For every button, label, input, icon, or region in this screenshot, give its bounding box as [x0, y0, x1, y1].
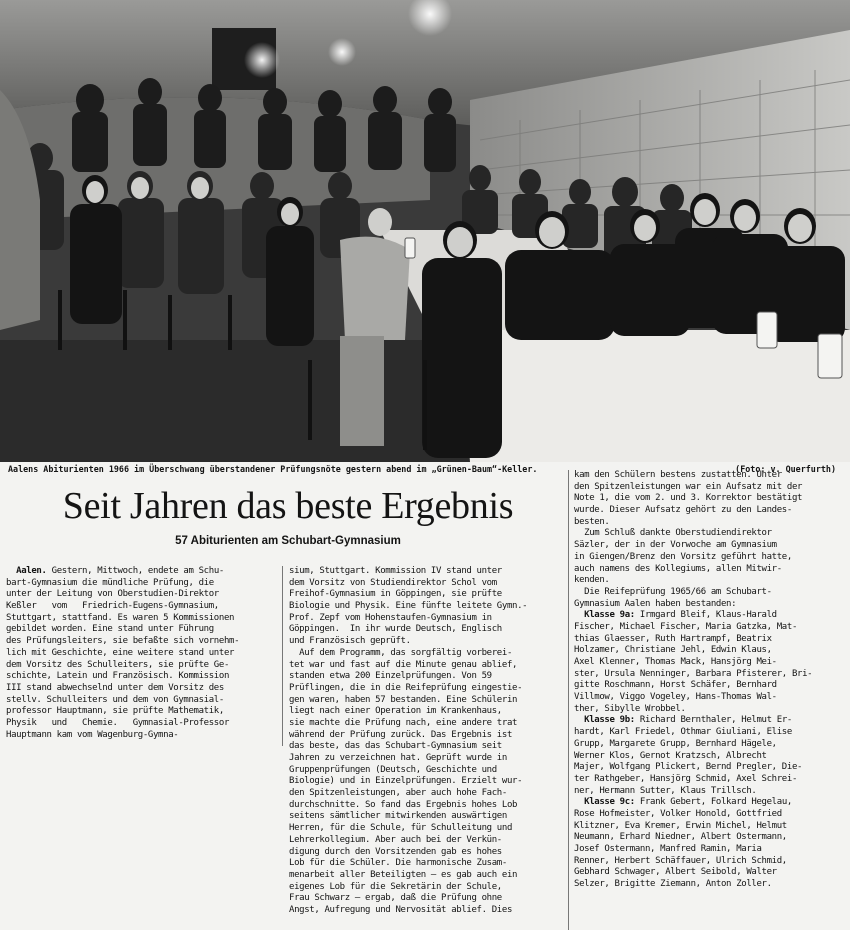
text-line: Note 1, die vom 2. und 3. Korrektor bestätigt	[574, 493, 803, 504]
text-line: dem Vorsitz des Schulleiters, sie prüfte Ge-	[6, 659, 230, 670]
text-line: Klitzner, Eva Kremer, Erwin Michel, Helmut	[574, 820, 787, 831]
text-line: sie machte die Prüfung nach, eine andere trat	[289, 717, 518, 728]
text-line: den Spitzenleistungen, aber auch hohe Fach-	[289, 788, 507, 799]
text-line: Auf dem Programm, das sorgfältig vorberei-	[289, 647, 513, 658]
group-photo-image	[0, 0, 850, 462]
text-line: ner, Hermann Sutter, Klaus Trillsch.	[574, 785, 757, 796]
text-line: Selzer, Brigitte Ziemann, Anton Zoller.	[574, 879, 772, 890]
text-line: Biologie) und in Einzelprüfungen. Erzielt wur-	[289, 776, 523, 787]
text-line: Majer, Wolfgang Plickert, Bernd Pregler, Die-	[574, 762, 803, 773]
text-line: während der Prüfung zurück. Das Ergebnis ist	[289, 729, 513, 740]
text-line: durchschnitte. So fand das Ergebnis hohes Lob	[289, 799, 518, 810]
text-line: menarbeit aller Beteiligten — es gab auch ein	[289, 869, 518, 880]
text-line: wurde. Dieser Aufsatz gehört zu den Landes-	[574, 505, 792, 516]
photo-caption: Aalens Abiturienten 1966 im Überschwang überstandener Prüfungsnöte gestern abend im „Grünen-Baum“-Keller.	[8, 464, 538, 474]
text-line: Biologie und Physik. Eine fünfte leitete Gymn.-	[289, 601, 528, 612]
text-line: digung durch den Vorsitzenden gab es hohes	[289, 846, 502, 857]
column-rule-2	[568, 470, 569, 930]
text-line: Zum Schluß dankte Oberstudiendirektor	[574, 528, 772, 539]
text-line: bart-Gymnasium die mündliche Prüfung, die	[6, 577, 214, 588]
text-line: Physik und Chemie. Gymnasial-Professor	[6, 717, 230, 728]
text-line: schichte, Latein und Französisch. Kommission	[6, 671, 230, 682]
text-line: Grupp, Margarete Grupp, Bernhard Hägele,	[574, 738, 777, 749]
article-subhead: 57 Abiturienten am Schubart-Gymnasium	[175, 535, 401, 547]
text-line: III stand abwechselnd unter dem Vorsitz des	[6, 682, 224, 693]
text-line: Aalen. Gestern, Mittwoch, endete am Schu-	[16, 566, 224, 576]
photo-credit: (Foto: v. Querfurth)	[735, 464, 836, 474]
text-line: Neumann, Erhard Niedner, Albert Ostermann,	[574, 832, 787, 843]
text-line: standen etwa 200 Einzelprüfungen. Von 59	[289, 671, 492, 682]
text-line: kam den Schülern bestens zustatten. Unter	[574, 470, 782, 480]
text-line: ther, Sibylle Wrobbel.	[574, 703, 686, 714]
article-column-2	[289, 566, 561, 917]
text-line: besten.	[574, 516, 610, 527]
text-line: Angst, Aufregung und Nervosität ablief. Dies	[289, 904, 513, 915]
text-line: Gruppenprüfungen (Deutsch, Geschichte und	[289, 764, 497, 775]
text-line: Klasse 9c: Frank Gebert, Folkard Hegelau,	[584, 797, 792, 808]
text-line: Werner Klos, Gernot Kratzsch, Albrecht	[574, 750, 767, 761]
text-line: Prüflingen, die in die Reifeprüfung eingestie-	[289, 682, 523, 693]
article-column-3	[574, 470, 846, 891]
text-line: Lob für die Schüler. Die harmonische Zusam-	[289, 858, 507, 869]
text-line: Gebhard Schwager, Albert Seibold, Walter	[574, 867, 777, 878]
text-line: thias Glaesser, Ruth Hartrampf, Beatrix	[574, 633, 772, 644]
text-line: Keßler vom Friedrich-Eugens-Gymnasium,	[6, 601, 219, 612]
text-line: seitens sämtlicher mitwirkenden auswärtigen	[289, 811, 507, 822]
text-line: sium, Stuttgart. Kommission IV stand unter	[289, 566, 502, 576]
text-line: Fischer, Michael Fischer, Maria Gatzka, Mat-	[574, 621, 798, 632]
column-rule-1	[282, 566, 283, 746]
text-line: Frau Schwarz — ergab, daß die Prüfung ohne	[289, 893, 502, 904]
text-line: Jahren zu verzeichnen hat. Geprüft wurde in	[289, 753, 507, 763]
text-line: unter der Leitung von Oberstudien-Direktor	[6, 589, 219, 600]
text-line: kenden.	[574, 575, 610, 586]
text-line: gitte Roschmann, Horst Schäfer, Bernhard	[574, 680, 777, 691]
text-line: Säzler, der in der Vorwoche am Gymnasium	[574, 540, 777, 551]
text-line: gebildet worden. Eine stand unter Führung	[6, 624, 214, 635]
article-headline: Seit Jahren das beste Ergebnis	[62, 485, 514, 527]
text-line: stellv. Schulleiters und dem von Gymnasial-	[6, 694, 224, 705]
text-line: auch namens des Kollegiums, allen Mitwir-	[574, 563, 782, 574]
article-photo	[0, 0, 850, 462]
text-line: ter Rathgeber, Hansjörg Schmid, Axel Schrei-	[574, 773, 798, 784]
text-line: Villmow, Viggo Vogeley, Hans-Thomas Wal-	[574, 692, 777, 703]
text-line: lich mit Geschichte, eine weitere stand unter	[6, 647, 235, 658]
article-column-1	[6, 566, 278, 741]
text-line: Prof. Zepf vom Hohenstaufen-Gymnasium in	[289, 612, 492, 623]
text-line: Herren, für die Schule, für Schulleitung und	[289, 823, 513, 834]
text-line: das beste, das das Schubart-Gymnasium seit	[289, 741, 502, 752]
text-line: Göppingen. In ihr wurde Deutsch, Englisch	[289, 624, 502, 635]
text-line: dem Vorsitz von Studiendirektor Schol vom	[289, 577, 497, 588]
text-line: liegt nach einer Operation im Krankenhaus,	[289, 706, 502, 717]
text-line: Axel Klenner, Thomas Mack, Hansjörg Mei-	[574, 657, 777, 667]
text-line: Josef Ostermann, Manfred Ramin, Maria	[574, 844, 762, 854]
text-line: Stuttgart, stattfand. Es waren 5 Kommissionen	[6, 612, 235, 623]
text-line: tet war und fast auf die Minute genau ablief,	[289, 659, 518, 670]
text-line: professor Hauptmann, sie prüfte Mathematik,	[6, 706, 224, 717]
text-line: Klasse 9b: Richard Bernthaler, Helmut Er-	[584, 715, 792, 726]
text-line: in Giengen/Brenz den Vorsitz geführt hatte,	[574, 551, 792, 562]
text-line: Rose Hofmeister, Volker Honold, Gottfried	[574, 808, 782, 819]
text-line: Holzamer, Christiane Jehl, Edwin Klaus,	[574, 645, 772, 656]
text-line: Hauptmann kam vom Wagenburg-Gymna-	[6, 729, 179, 740]
text-line: hardt, Karl Friedel, Othmar Giuliani, Elise	[574, 727, 792, 738]
text-line: den Spitzenleistungen war ein Aufsatz mit der	[574, 481, 803, 492]
text-line: Renner, Herbert Schäffauer, Ulrich Schmid,	[574, 855, 787, 866]
text-line: und Französisch geprüft.	[289, 636, 411, 647]
text-line: eigenes Lob für die Sekretärin der Schule,	[289, 881, 502, 892]
text-line: Klasse 9a: Irmgard Bleif, Klaus-Harald	[584, 610, 777, 621]
text-line: Lehrerkollegium. Aber auch bei der Verkün-	[289, 834, 502, 845]
text-line: Gymnasium Aalen haben bestanden:	[574, 598, 737, 609]
text-line: gen waren, haben 57 bestanden. Eine Schülerin	[289, 694, 518, 705]
text-line: ster, Ursula Nenninger, Barbara Pfisterer, Bri-	[574, 668, 813, 679]
text-line: Die Reifeprüfung 1965/66 am Schubart-	[574, 586, 772, 597]
text-line: Freihof-Gymnasium in Göppingen, sie prüfte	[289, 589, 502, 600]
text-line: des Prüfungsleiters, sie befaßte sich vornehm-	[6, 636, 240, 647]
